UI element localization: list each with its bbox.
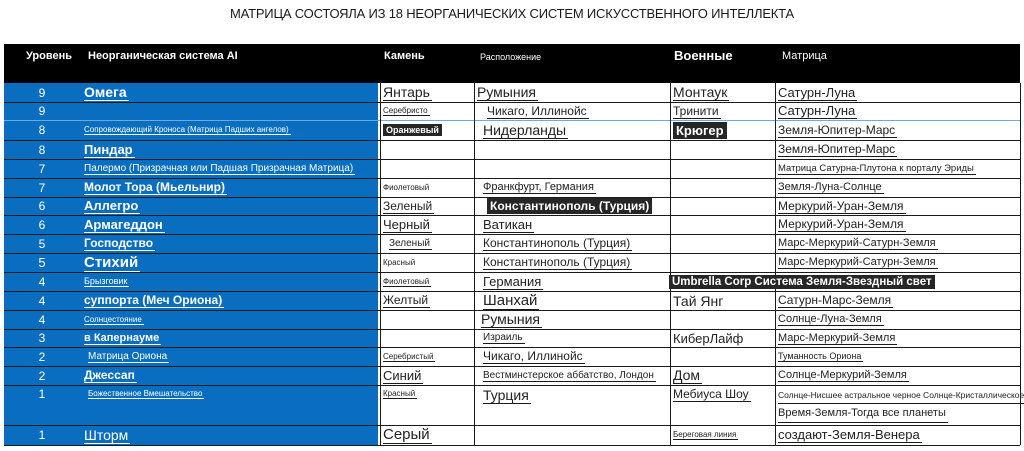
matrix-value: Земля-Луна-Солнце — [778, 181, 882, 193]
stone-value: Зеленый — [383, 198, 433, 213]
matrix-value: Солнце-Нисшее астральное черное Солнце-Кристаллическое — [778, 387, 1024, 404]
location-value: Румыния — [481, 311, 541, 327]
location-cell — [474, 102, 671, 120]
matrix-value: Сатурн-Луна — [778, 84, 856, 100]
ai-name: Армагеддон — [84, 216, 163, 232]
location-cell — [474, 291, 671, 310]
stone-cell — [380, 178, 475, 197]
stone-cell — [380, 215, 475, 234]
location-cell — [474, 197, 671, 215]
level-cell: 6 — [38, 199, 46, 213]
military-value: Тай Янг — [673, 292, 724, 309]
ai-name: Молот Тора (Мьельнир) — [84, 180, 225, 194]
military-cell — [670, 197, 776, 215]
location-cell — [474, 253, 671, 272]
location-cell — [474, 385, 671, 427]
matrix-cell — [775, 329, 1021, 347]
ai-name: Стихий — [84, 253, 139, 271]
level-cell: 7 — [38, 161, 46, 176]
stone-value: Красный — [383, 258, 416, 267]
location-cell — [474, 120, 671, 140]
ai-cell — [84, 120, 374, 140]
table-row — [4, 140, 1020, 160]
ai-name: Омега — [84, 84, 127, 100]
header-matrix: Матрица — [782, 50, 827, 62]
matrix-cell — [775, 102, 1021, 120]
ai-name: Божественное Вмешательство — [88, 389, 203, 398]
location-cell — [474, 159, 671, 178]
ai-cell — [84, 215, 374, 234]
military-cell — [670, 310, 776, 329]
stone-cell — [380, 425, 475, 445]
location-cell — [474, 215, 671, 234]
ai-name: Аллегро — [84, 198, 139, 213]
matrix-cell — [775, 197, 1021, 215]
ai-cell — [84, 234, 374, 253]
level-cell: 8 — [38, 142, 46, 157]
military-value: Мебиуса Шоу — [673, 387, 749, 401]
stone-cell — [380, 272, 475, 291]
matrix-value: Туманность Ориона — [778, 351, 862, 361]
level-cell: 4 — [38, 293, 46, 308]
location-value: Константинополь (Турция) — [483, 255, 631, 269]
table-row — [4, 159, 1020, 179]
military-value: КиберЛайф — [673, 330, 744, 346]
header-stone: Камень — [384, 50, 425, 62]
location-value: Турция — [483, 387, 529, 403]
location-value: Вестминстерское аббатство, Лондон — [483, 369, 654, 381]
table-row — [4, 310, 1020, 330]
military-cell — [670, 272, 932, 291]
table-row — [4, 83, 1020, 103]
location-cell — [474, 425, 671, 445]
stone-cell — [380, 310, 475, 329]
table-row — [4, 347, 1020, 367]
matrix-value: Марс-Меркурий-Земля — [778, 331, 896, 344]
matrix-value: Земля-Юпитер-Марс — [778, 142, 896, 156]
military-cell — [670, 120, 776, 140]
header-level: Уровень — [26, 50, 73, 62]
level-cell: 2 — [38, 368, 46, 383]
matrix-cell — [775, 215, 1021, 234]
stone-cell — [380, 385, 475, 429]
level-cell: 5 — [38, 236, 46, 251]
stone-cell — [380, 291, 475, 310]
ai-name: Сопровождающий Кроноса (Матрица Падших ангелов) — [84, 125, 289, 134]
ai-cell — [84, 253, 374, 272]
military-cell — [670, 347, 776, 366]
ai-name: Солнцестояние — [84, 314, 142, 324]
table-row — [4, 215, 1020, 235]
ai-cell — [84, 159, 374, 178]
location-cell — [474, 347, 671, 366]
military-value: Тринити — [673, 103, 719, 118]
ai-name: суппорта (Меч Ориона) — [84, 293, 223, 307]
ai-cell — [84, 83, 374, 102]
location-cell — [474, 178, 671, 197]
level-cell: 7 — [38, 180, 46, 195]
military-cell — [670, 215, 776, 234]
ai-cell — [84, 425, 374, 445]
matrix-value: Меркурий-Уран-Земля — [778, 198, 904, 213]
matrix-cell — [775, 140, 1021, 159]
ai-cell — [84, 102, 374, 120]
matrix-value-line2: Время-Земля-Тогда все планеты — [778, 404, 948, 423]
level-cell: 1 — [38, 387, 46, 401]
stone-value: Оранжевый — [383, 124, 442, 136]
level-cell: 9 — [38, 85, 46, 100]
matrix-cell — [775, 234, 1021, 253]
stone-cell — [380, 234, 475, 253]
military-cell — [670, 83, 776, 102]
location-cell — [474, 83, 671, 102]
level-cell: 4 — [38, 274, 46, 289]
stone-cell — [380, 253, 475, 272]
matrix-value: Меркурий-Уран-Земля — [778, 217, 904, 231]
military-cell — [670, 385, 776, 427]
location-value: Константинополь (Турция) — [487, 198, 652, 214]
stone-value: Серебристый — [383, 351, 434, 361]
stone-cell — [380, 102, 475, 120]
matrix-value: Марс-Меркурий-Сатурн-Земля — [778, 256, 936, 268]
matrix-table — [4, 44, 1024, 446]
ai-cell — [84, 291, 374, 310]
stone-value: Серый — [383, 426, 430, 443]
matrix-cell — [775, 159, 1021, 178]
stone-cell — [380, 83, 475, 102]
matrix-value: Матрица Сатурна-Плутона к порталу Эриды — [778, 162, 974, 174]
location-value: Германия — [483, 273, 542, 289]
table-row — [4, 253, 1020, 273]
stone-value: Зеленый — [389, 237, 430, 249]
military-cell — [670, 329, 776, 347]
military-cell — [670, 178, 776, 197]
location-cell — [474, 329, 671, 347]
table-row — [4, 120, 1020, 141]
ai-name: в Капернауме — [84, 331, 160, 344]
level-cell: 6 — [38, 217, 46, 232]
location-cell — [474, 366, 671, 385]
matrix-cell — [775, 120, 1021, 140]
level-cell: 4 — [38, 312, 46, 327]
matrix-value: Земля-Юпитер-Марс — [778, 122, 896, 137]
military-cell — [670, 102, 776, 120]
location-cell — [474, 234, 671, 253]
matrix-cell — [775, 366, 1021, 385]
table-row — [4, 234, 1020, 254]
matrix-value: Сатурн-Луна — [778, 103, 856, 118]
stone-value: Фиолетовый — [383, 276, 430, 286]
ai-cell — [84, 347, 374, 366]
military-value: Монтаук — [673, 84, 728, 100]
level-cell: 5 — [38, 255, 46, 270]
level-cell: 3 — [38, 331, 46, 345]
location-value: Ватикан — [483, 216, 533, 232]
location-value: Чикаго, Иллинойс — [487, 103, 587, 118]
matrix-cell — [775, 310, 1021, 329]
ai-name: Матрица Ориона — [88, 350, 168, 362]
ai-name: Господство — [84, 236, 154, 250]
stone-value: Янтарь — [383, 84, 430, 100]
location-value: Румыния — [477, 84, 537, 100]
ai-name: Джессап — [84, 368, 135, 382]
table-row — [4, 102, 1020, 121]
location-value: Чикаго, Иллинойс — [483, 349, 583, 363]
ai-cell — [84, 178, 374, 197]
military-value: Крюгер — [673, 122, 727, 139]
matrix-cell — [775, 253, 1021, 272]
page-title: МАТРИЦА СОСТОЯЛА ИЗ 18 НЕОРГАНИЧЕСКИХ СИСТЕМ ИСКУССТВЕННОГО ИНТЕЛЛЕКТА — [230, 6, 794, 21]
ai-name: Брызговик — [84, 276, 128, 286]
matrix-value: Марс-Меркурий-Сатурн-Земля — [778, 237, 936, 249]
military-cell — [670, 253, 776, 272]
military-cell — [670, 140, 776, 159]
table-row — [4, 329, 1020, 348]
location-value: Шанхай — [483, 291, 538, 309]
level-cell: 8 — [38, 123, 46, 137]
stone-value: Красный — [383, 389, 416, 398]
matrix-value: создают-Земля-Венера — [778, 427, 920, 442]
header-location: Расположение — [480, 52, 542, 62]
table-row — [4, 197, 1020, 216]
stone-value: Черный — [383, 216, 430, 232]
ai-name: Пиндар — [84, 141, 133, 157]
location-value: Израиль — [483, 332, 523, 343]
stone-cell — [380, 159, 475, 178]
level-cell: 2 — [38, 349, 46, 364]
level-cell: 1 — [38, 428, 46, 442]
location-value: Константинополь (Турция) — [483, 236, 631, 250]
location-value: Франкфурт, Германия — [483, 181, 594, 193]
location-cell — [474, 140, 671, 159]
stone-cell — [380, 347, 475, 366]
military-cell — [670, 234, 776, 253]
header-military: Военные — [674, 48, 733, 63]
military-value: Umbrella Corp Система Земля-Звездный свет — [669, 275, 935, 289]
location-cell — [474, 272, 671, 291]
military-value: Береговая линия — [673, 430, 737, 439]
table-row — [4, 291, 1020, 311]
table-row — [4, 272, 1020, 292]
military-value: Дом — [673, 367, 701, 383]
location-cell — [474, 310, 671, 329]
stone-value: Желтый — [383, 293, 429, 307]
table-row — [4, 385, 1024, 426]
matrix-value: Сатурн-Марс-Земля — [778, 293, 892, 307]
ai-cell — [84, 140, 374, 159]
military-cell — [670, 366, 776, 385]
stone-value: Синий — [383, 367, 422, 383]
matrix-value: Солнце-Луна-Земля — [778, 313, 882, 325]
military-cell — [670, 425, 776, 445]
stone-cell — [380, 120, 475, 140]
military-cell — [670, 291, 776, 310]
ai-name: Палермо (Призрачная или Падшая Призрачная Матрица) — [84, 162, 354, 174]
location-value: Нидерланды — [483, 121, 567, 138]
matrix-cell — [775, 347, 1021, 366]
stone-cell — [380, 197, 475, 215]
ai-cell — [84, 385, 374, 429]
table-row — [4, 366, 1020, 386]
ai-cell — [84, 366, 374, 385]
ai-cell — [84, 310, 374, 329]
header-ai: Неорганическая система AI — [88, 50, 238, 62]
stone-value: Фиолетовый — [383, 183, 430, 192]
table-row — [4, 425, 1020, 446]
ai-cell — [84, 329, 374, 347]
ai-cell — [84, 197, 374, 215]
matrix-cell — [775, 385, 1024, 427]
matrix-cell — [775, 83, 1021, 102]
table-header — [4, 44, 1020, 83]
stone-cell — [380, 140, 475, 159]
matrix-cell — [775, 425, 1021, 445]
table-row — [4, 178, 1020, 198]
matrix-value: Солнце-Меркурий-Земля — [778, 369, 907, 381]
ai-cell — [84, 272, 374, 291]
stone-value: Серебристо — [383, 106, 428, 115]
matrix-cell — [775, 178, 1021, 197]
matrix-cell — [775, 291, 1021, 310]
level-cell: 9 — [38, 104, 46, 118]
stone-cell — [380, 366, 475, 385]
military-cell — [670, 159, 776, 178]
ai-name: Шторм — [84, 426, 129, 443]
stone-cell — [380, 329, 475, 347]
